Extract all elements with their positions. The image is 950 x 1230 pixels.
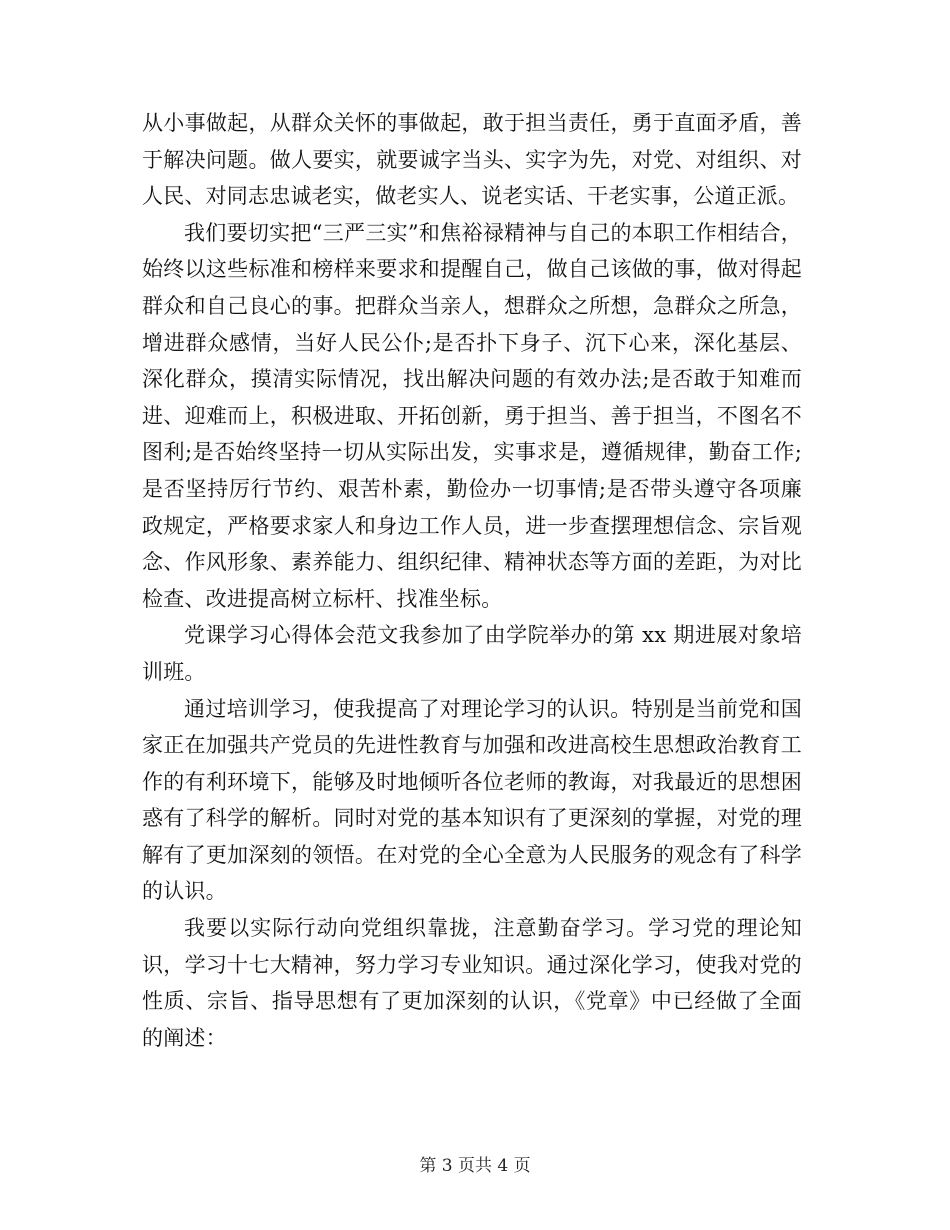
paragraph-5: 我要以实际行动向党组织靠拢，注意勤奋学习。学习党的理论知识，学习十七大精神，努力学习专业知识。通过深化学习，使我对党的性质、宗旨、指导思想有了更加深刻的认识，《党章》中已经做了全面的阐述： [142, 916, 802, 1050]
paragraph-4: 通过培训学习，使我提高了对理论学习的认识。特别是当前党和国家正在加强共产党员的先进性教育与加强和改进高校生思想政治教育工作的有利环境下，能够及时地倾听各位老师的教诲，对我最近的思想困惑有了科学的解析。同时对党的基本知识有了更深刻的掌握，对党的理解有了更加深刻的领悟。在对党的全心全意为人民服务的观念有了科学的认识。 [142, 696, 802, 904]
document-body [142, 105, 802, 1056]
paragraph-1: 从小事做起，从群众关怀的事做起，敢于担当责任，勇于直面矛盾，善于解决问题。做人要实，就要诚字当头、实字为先，对党、对组织、对人民、对同志忠诚老实，做老实人、说老实话、干老实事，公道正派。 [142, 111, 802, 209]
paragraph-2: 我们要切实把“三严三实”和焦裕禄精神与自己的本职工作相结合，始终以这些标准和榜样来要求和提醒自己，做自己该做的事，做对得起群众和自己良心的事。把群众当亲人，想群众之所想，急群众之所急，增进群众感情，当好人民公仆;是否扑下身子、沉下心来，深化基层、深化群众，摸清实际情况，找出解决问题的有效办法;是否敢于知难而进、迎难而上，积极进取、开拓创新，勇于担当、善于担当，不图名不图利;是否始终坚持一切从实际出发，实事求是，遵循规律，勤奋工作;是否坚持厉行节约、艰苦朴素，勤俭办一切事情;是否带头遵守各项廉政规定，严格要求家人和身边工作人员，进一步查摆理想信念、宗旨观念、作风形象、素养能力、组织纪律、精神状态等方面的差距，为对比检查、改进提高树立标杆、找准坐标。 [142, 220, 802, 611]
page-number-footer: 第 3 页共 4 页 [419, 1156, 531, 1176]
paragraph-3: 党课学习心得体会范文我参加了由学院举办的第 xx 期进展对象培训班。 [142, 623, 802, 684]
